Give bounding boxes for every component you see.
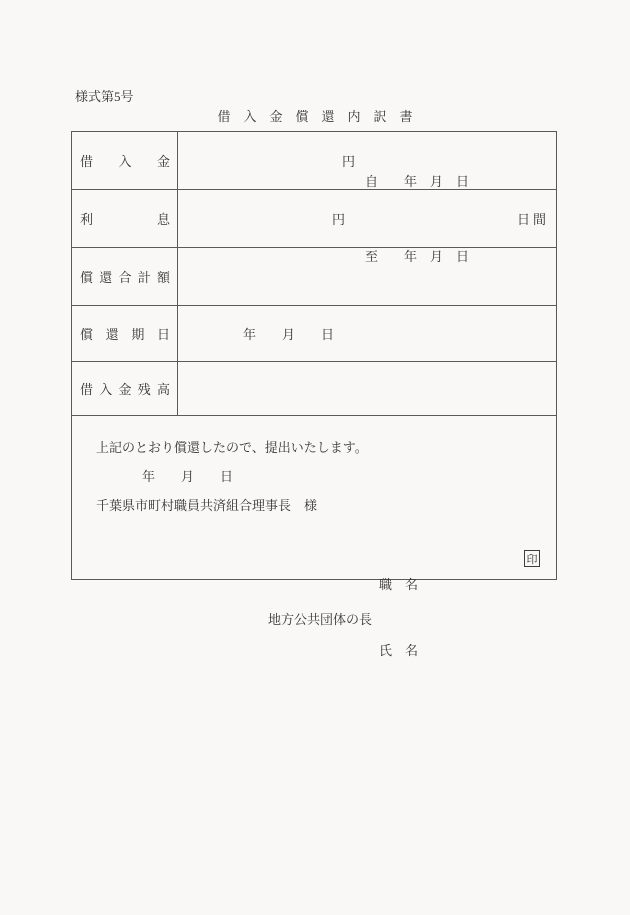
signer-title: 地方公共団体の長	[268, 611, 373, 627]
submission-date-placeholder: 年 月 日	[142, 469, 234, 484]
repayment-breakdown-table	[71, 131, 557, 658]
table-row-interest	[72, 173, 556, 264]
name-label: 氏 名	[379, 643, 419, 658]
signer-fields	[379, 530, 418, 706]
seal-mark: 印	[526, 553, 538, 566]
repayment-date-placeholder: 年 月 日	[243, 327, 335, 342]
repayment-date-label-cell	[72, 306, 178, 361]
loan-label-cell	[72, 132, 178, 189]
table-row-loan	[72, 132, 556, 190]
repayment-total-label-cell	[72, 248, 178, 305]
repayment-date-label: 償還期日	[80, 327, 170, 342]
table-row-loan-balance	[72, 362, 556, 416]
document-title: 借 入 金 償 還 内 訳 書	[217, 109, 413, 124]
loan-unit-yen: 円	[342, 154, 356, 169]
loan-balance-label-cell	[72, 362, 178, 415]
period-from-line: 自 年 月 日	[365, 173, 470, 189]
repayment-date-field	[178, 306, 556, 361]
period-to-line: 至 年 月 日	[365, 248, 470, 264]
loan-balance-label: 借入金残高	[80, 382, 170, 397]
repayment-total-label: 償還合計額	[80, 270, 170, 285]
job-title-label: 職 名	[379, 577, 419, 592]
table-row-repayment-total	[72, 248, 556, 306]
loan-label: 借入金	[80, 154, 170, 169]
repayment-total-field	[178, 248, 556, 305]
form-number: 様式第5号	[75, 89, 134, 104]
interest-label: 利息	[80, 212, 170, 227]
interest-unit-yen: 円	[332, 212, 346, 227]
loan-balance-field	[178, 362, 556, 415]
addressee-line: 千葉県市町村職員共済組合理事長 様	[96, 498, 318, 513]
table-footer-row	[72, 416, 556, 658]
signature-block	[268, 530, 418, 706]
interest-label-cell	[72, 190, 178, 247]
interest-amount-field	[178, 173, 556, 264]
submission-statement: 上記のとおり償還したので、提出いたします。	[96, 440, 368, 455]
table-row-repayment-date	[72, 306, 556, 362]
seal-box	[524, 550, 540, 567]
footer-cell	[72, 416, 556, 658]
days-suffix: 日間	[516, 212, 549, 227]
